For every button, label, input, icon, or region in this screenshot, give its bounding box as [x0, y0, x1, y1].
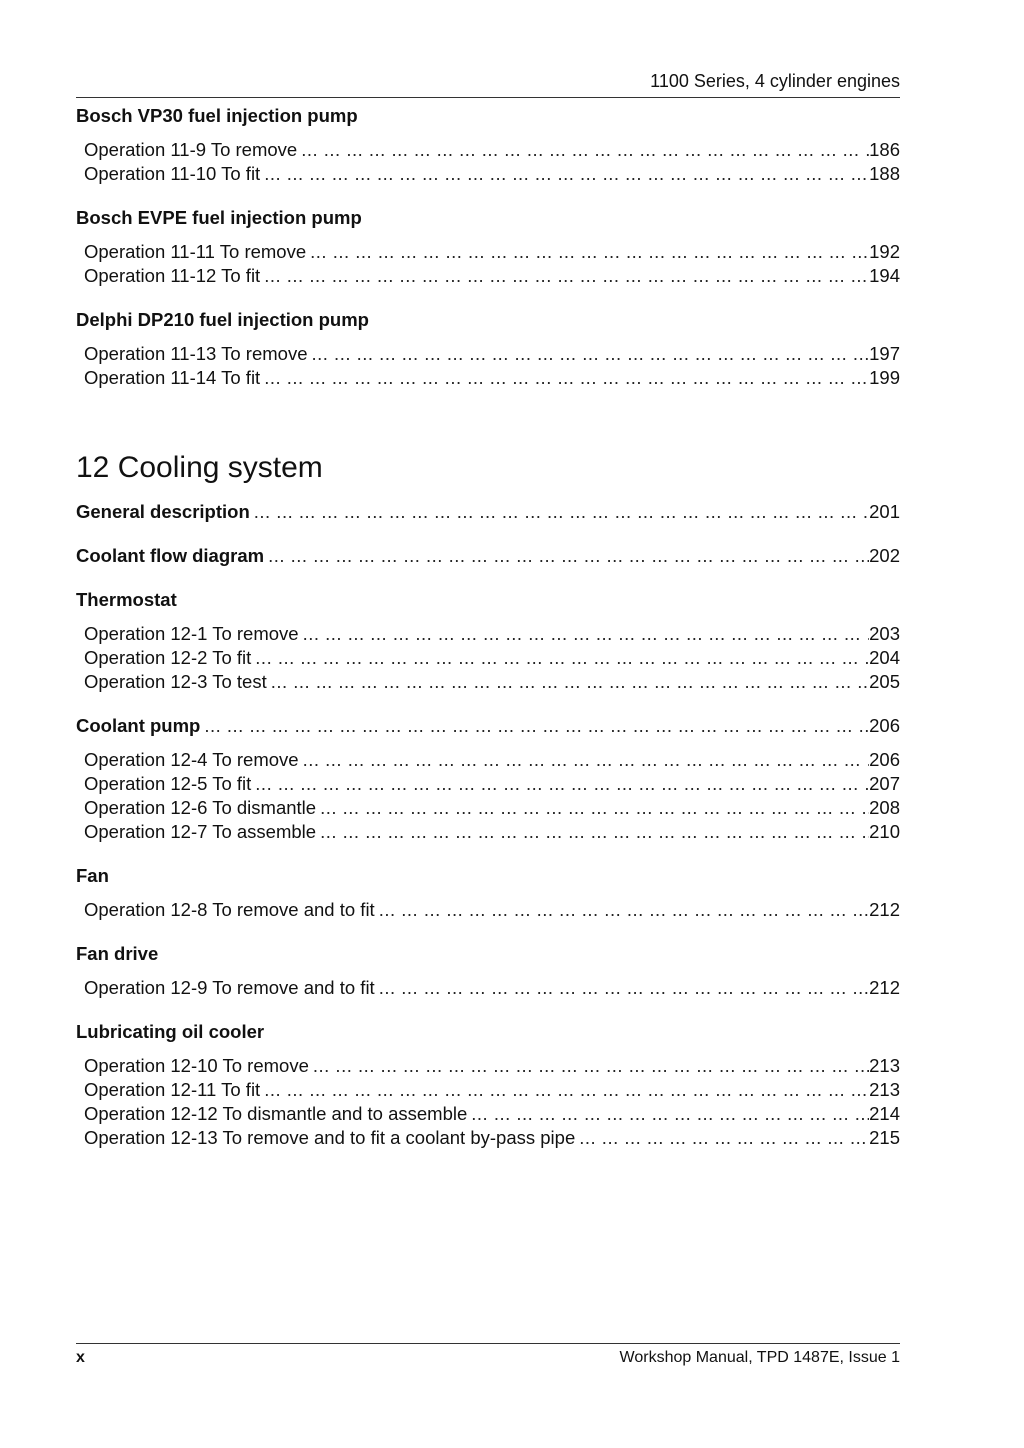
- dot-leader: [309, 1054, 869, 1078]
- dot-leader: [575, 1126, 869, 1150]
- dot-leader: [260, 1078, 869, 1102]
- toc-entry-page: 208: [869, 797, 900, 818]
- dot-leader: [251, 646, 869, 670]
- toc-entry-label: Operation 12-6 To dismantle: [84, 797, 317, 818]
- toc-entry[interactable]: [76, 646, 900, 670]
- toc-entry[interactable]: [76, 796, 900, 820]
- toc-entry-page: 214: [869, 1103, 900, 1124]
- toc-entry-page: 186: [869, 139, 900, 160]
- toc-entry-page: 213: [869, 1055, 900, 1076]
- toc-entry-label: Operation 12-7 To assemble: [84, 821, 317, 842]
- toc-entry-page: 192: [869, 241, 900, 262]
- toc-entry-label: Operation 12-1 To remove: [84, 623, 299, 644]
- toc-entry-label: General description: [76, 501, 250, 522]
- toc-entry-label: Operation 12-10 To remove: [84, 1055, 309, 1076]
- dot-leader: [299, 748, 870, 772]
- toc-entry-label: Coolant pump: [76, 715, 201, 736]
- toc-entry-label: Operation 11-13 To remove: [84, 343, 308, 364]
- section-title: Bosch VP30 fuel injection pump: [76, 105, 358, 126]
- dot-leader: [299, 622, 870, 646]
- toc-entry-page: 206: [869, 749, 900, 770]
- toc-entry-label: Operation 11-14 To fit: [84, 367, 261, 388]
- manual-page: [76, 0, 900, 1448]
- toc-entry-label: Operation 11-12 To fit: [84, 265, 261, 286]
- toc-entry[interactable]: [76, 748, 900, 772]
- toc-entry-page: 202: [869, 545, 900, 566]
- toc-entry-label: Operation 12-4 To remove: [84, 749, 299, 770]
- toc-entry-page: 204: [869, 647, 900, 668]
- running-head: 1100 Series, 4 cylinder engines: [650, 71, 900, 91]
- toc-entry-page: 205: [869, 671, 900, 692]
- dot-leader: [308, 342, 870, 366]
- dot-leader: [260, 264, 869, 288]
- toc-entry[interactable]: [76, 264, 900, 288]
- toc-entry-page: 197: [869, 343, 900, 364]
- toc-entry[interactable]: [76, 772, 900, 796]
- toc-entry[interactable]: [76, 544, 900, 568]
- dot-leader: [260, 162, 869, 186]
- toc-entry[interactable]: [76, 162, 900, 186]
- footer-title: Workshop Manual, TPD 1487E, Issue 1: [619, 1349, 900, 1366]
- toc-entry-page: 215: [869, 1127, 900, 1148]
- footer-rule: [76, 1343, 900, 1344]
- toc-entry-label: Operation 12-3 To test: [84, 671, 267, 692]
- toc-entry[interactable]: [76, 1102, 900, 1126]
- toc-entry-page: 203: [869, 623, 900, 644]
- dot-leader: [260, 366, 869, 390]
- toc-entry-label: Operation 12-2 To fit: [84, 647, 252, 668]
- toc-entry-label: Operation 11-10 To fit: [84, 163, 261, 184]
- dot-leader: [306, 240, 869, 264]
- toc-entry-label: Operation 11-9 To remove: [84, 139, 298, 160]
- section-title: Bosch EVPE fuel injection pump: [76, 207, 362, 228]
- dot-leader: [375, 898, 869, 922]
- toc-entry[interactable]: [76, 1054, 900, 1078]
- toc-entry[interactable]: [76, 500, 900, 524]
- toc-entry[interactable]: [76, 342, 900, 366]
- dot-leader: [297, 138, 869, 162]
- toc-entry-page: 207: [869, 773, 900, 794]
- toc-entry-page: 212: [869, 977, 900, 998]
- toc-entry-label: Operation 12-5 To fit: [84, 773, 252, 794]
- toc-entry-label: Operation 12-9 To remove and to fit: [84, 977, 375, 998]
- dot-leader: [316, 820, 869, 844]
- toc-entry[interactable]: [76, 898, 900, 922]
- toc-entry-page: 206: [869, 715, 900, 736]
- dot-leader: [264, 544, 869, 568]
- toc-content: [76, 104, 900, 1150]
- toc-entry-page: 210: [869, 821, 900, 842]
- header-rule: [76, 97, 900, 98]
- toc-entry[interactable]: [76, 670, 900, 694]
- dot-leader: [375, 976, 869, 1000]
- toc-entry-label: Operation 12-8 To remove and to fit: [84, 899, 375, 920]
- toc-entry-page: 212: [869, 899, 900, 920]
- toc-entry[interactable]: [76, 366, 900, 390]
- toc-entry-page: 201: [869, 501, 900, 522]
- toc-entry-page: 188: [869, 163, 900, 184]
- chapter-title: 12 Cooling system: [76, 451, 323, 484]
- toc-entry-label: Operation 12-11 To fit: [84, 1079, 261, 1100]
- dot-leader: [316, 796, 869, 820]
- toc-entry-label: Operation 12-12 To dismantle and to assemble: [84, 1103, 468, 1124]
- dot-leader: [200, 714, 869, 738]
- dot-leader: [251, 772, 869, 796]
- toc-entry[interactable]: [76, 138, 900, 162]
- section-title: Fan drive: [76, 943, 159, 964]
- toc-entry[interactable]: [76, 240, 900, 264]
- toc-entry-page: 199: [869, 367, 900, 388]
- toc-entry-label: Operation 12-13 To remove and to fit a coolant by-pass pipe: [84, 1127, 576, 1148]
- toc-entry[interactable]: [76, 622, 900, 646]
- toc-entry[interactable]: [76, 1078, 900, 1102]
- dot-leader: [250, 500, 869, 524]
- section-title: Fan: [76, 865, 109, 886]
- section-title: Thermostat: [76, 589, 177, 610]
- section-title: Lubricating oil cooler: [76, 1021, 265, 1042]
- toc-entry-label: Coolant flow diagram: [76, 545, 265, 566]
- section-title: Delphi DP210 fuel injection pump: [76, 309, 369, 330]
- page-number: x: [76, 1349, 85, 1366]
- toc-entry-label: Operation 11-11 To remove: [84, 241, 307, 262]
- dot-leader: [467, 1102, 869, 1126]
- toc-entry[interactable]: [76, 714, 900, 738]
- toc-entry-page: 194: [869, 265, 900, 286]
- dot-leader: [267, 670, 869, 694]
- toc-entry-page: 213: [869, 1079, 900, 1100]
- toc-entry[interactable]: [76, 820, 900, 844]
- toc-entry[interactable]: [76, 976, 900, 1000]
- toc-entry[interactable]: [76, 1126, 900, 1150]
